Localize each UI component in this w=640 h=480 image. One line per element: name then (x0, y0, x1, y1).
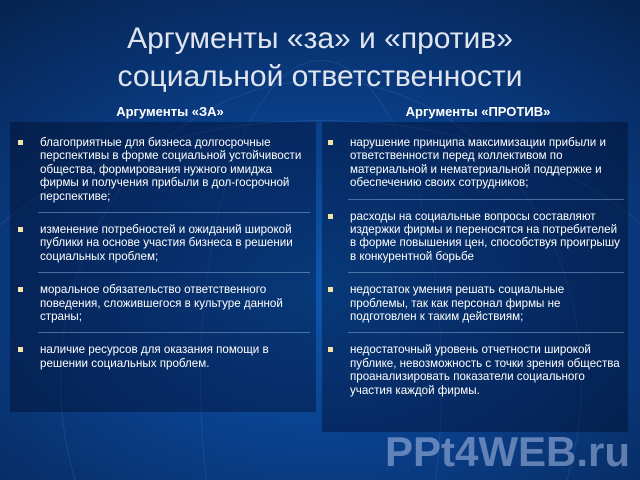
square-bullet-icon (328, 347, 333, 352)
square-bullet-icon (328, 214, 333, 219)
list-item (18, 136, 310, 203)
list-item (328, 283, 624, 323)
list-item (18, 283, 310, 323)
list-item (18, 223, 310, 263)
pro-argument-text: моральное обязательство ответственного поведения, сложившегося в культуре данной страны; (40, 283, 283, 324)
list-item (328, 136, 624, 190)
list-item (328, 343, 624, 397)
slide-title-line2: социальной ответственности (117, 60, 523, 93)
slide-title (40, 20, 600, 96)
divider (38, 212, 310, 213)
divider (348, 332, 624, 333)
divider (348, 199, 624, 200)
list-item (328, 210, 624, 264)
divider (38, 332, 310, 333)
square-bullet-icon (18, 287, 23, 292)
con-column-header: Аргументы «ПРОТИВ» (405, 104, 551, 119)
pro-arguments-list (18, 136, 310, 370)
square-bullet-icon (18, 227, 23, 232)
pro-argument-text: благоприятные для бизнеса долгосрочные перспективы в форме социальной устойчивости общества, формирования нужного имиджа фирмы и получения прибыли в дол-госрочной перспективе; (40, 136, 302, 203)
slide-title-line1: Аргументы «за» и «против» (127, 22, 513, 55)
square-bullet-icon (328, 287, 333, 292)
con-argument-text: нарушение принципа максимизации прибыли и ответственности перед коллективом по материальной и нематериальной поддержке и обеспечению своих сотрудников; (350, 136, 606, 190)
square-bullet-icon (18, 347, 23, 352)
pro-argument-text: наличие ресурсов для оказания помощи в решении социальных проблем. (40, 343, 269, 370)
list-item (18, 343, 310, 370)
pro-argument-text: изменение потребностей и ожиданий широкой публики на основе участия бизнеса в решении социальных проблем; (40, 223, 293, 263)
square-bullet-icon (328, 140, 333, 145)
con-argument-text: расходы на социальные вопросы составляют издержки фирмы и переносятся на потребителей в форме повышения цен, способствуя проигрышу в конкурентной борьбе (350, 209, 620, 263)
con-argument-text: недостаточный уровень отчетности широкой публике, невозможность с точки зрения общества проанализировать показатели социального участия каждой фирмы. (350, 343, 620, 397)
watermark: PPt4WEB.ru (384, 428, 630, 475)
divider (38, 272, 310, 273)
pro-column-header: Аргументы «ЗА» (116, 104, 224, 119)
con-arguments-list (328, 136, 624, 397)
con-argument-text: недостаток умения решать социальные проблемы, так как персонал фирмы не подготовлен к таким действиям; (350, 283, 565, 324)
square-bullet-icon (18, 140, 23, 145)
divider (348, 272, 624, 273)
